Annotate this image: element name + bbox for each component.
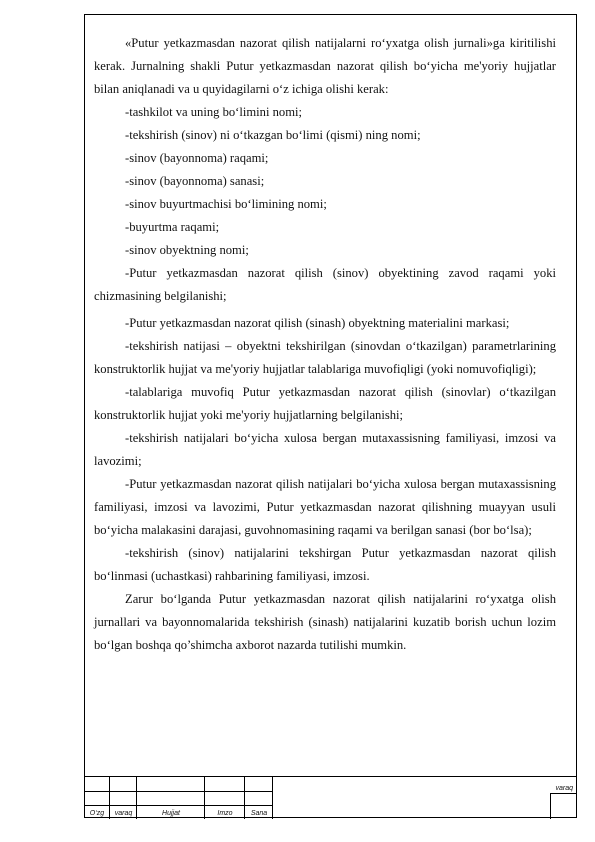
title-block (84, 776, 577, 818)
list-item: -tekshirish natijasi – obyektni tekshirilgan (sinovdan o‘tkazilgan) parametrlarining konstruktorlik hujjat va me'yoriy hujjatlar talablariga muvofiqligi (yoki nomuvofiqligi); (94, 339, 556, 376)
list-item: -tekshirish (sinov) natijalarini tekshirgan Putur yetkazmasdan nazorat qilish bo‘linmasi (uchastkasi) rahbarining familiyasi, imzosi. (94, 546, 556, 583)
list-item: -tashkilot va uning bo‘limini nomi; (125, 105, 303, 119)
list-item: -buyurtma raqami; (125, 220, 220, 234)
list-item: -tekshirish natijalari bo‘yicha xulosa bergan mutaxassisning familiyasi, imzosi va lavozimi; (94, 431, 556, 468)
paragraph-intro: «Putur yetkazmasdan nazorat qilish natijalarni ro‘yxatga olish jurnali»ga kiritilishi kerak. Jurnalning shakli Putur yetkazmasdan nazorat qilish bo‘yicha me'yoriy hujjatlar bilan aniqlanadi va u quyidagilarni o‘z ichiga olishi kerak: (94, 36, 556, 96)
list-item: -sinov obyektning nomi; (125, 243, 249, 257)
stamp-label-imzo: Imzo (217, 810, 233, 817)
list-item: -sinov (bayonnoma) sanasi; (125, 174, 265, 188)
list-item: -talablariga muvofiq Putur yetkazmasdan nazorat qilish (sinovlar) o‘tkazilgan konstruktorlik hujjat yoki me'yoriy hujjatlarning belgilanishi; (94, 385, 556, 422)
stamp-row-divider (84, 791, 273, 792)
stamp-row-divider (84, 805, 273, 806)
list-item: -Putur yetkazmasdan nazorat qilish natijalari bo‘yicha xulosa bergan mutaxassisning familiyasi, imzosi va lavozimi, Putur yetkazmasdan nazorat qilishning muayyan usuli bo‘yicha malakasini darajasi, guvohnomasining raqami va berilgan sanasi (bor bo‘lsa); (94, 477, 556, 537)
stamp-label-hujjat: Hujjat (162, 810, 180, 817)
stamp-label-varaq: varaq (114, 810, 133, 817)
list-item: -tekshirish (sinov) ni o‘tkazgan bo‘limi (qismi) ning nomi; (125, 128, 421, 142)
list-item: -sinov buyurtmachisi bo‘limining nomi; (125, 197, 327, 211)
list-item: -Putur yetkazmasdan nazorat qilish (sinash) obyektning materialini markasi; (125, 316, 510, 330)
stamp-sheet-number-box (550, 793, 577, 819)
document-body (94, 32, 556, 657)
stamp-label-sana: Sana (250, 810, 268, 817)
stamp-label-ozg: O‘zg (89, 810, 105, 817)
list-item: -sinov (bayonnoma) raqami; (125, 151, 269, 165)
paragraph-closing: Zarur bo‘lganda Putur yetkazmasdan nazorat qilish natijalarini ro‘yxatga olish jurnallari va bayonnomalarida tekshirish (sinash) natijalarini kuzatib borish uchun lozim bo‘lgan boshqa qo’shimcha axborot nazarda tutilishi mumkin. (94, 592, 556, 652)
list-item: -Putur yetkazmasdan nazorat qilish (sinov) obyektining zavod raqami yoki chizmasining belgilanishi; (94, 266, 556, 303)
stamp-sheet-label: varaq (555, 785, 573, 792)
